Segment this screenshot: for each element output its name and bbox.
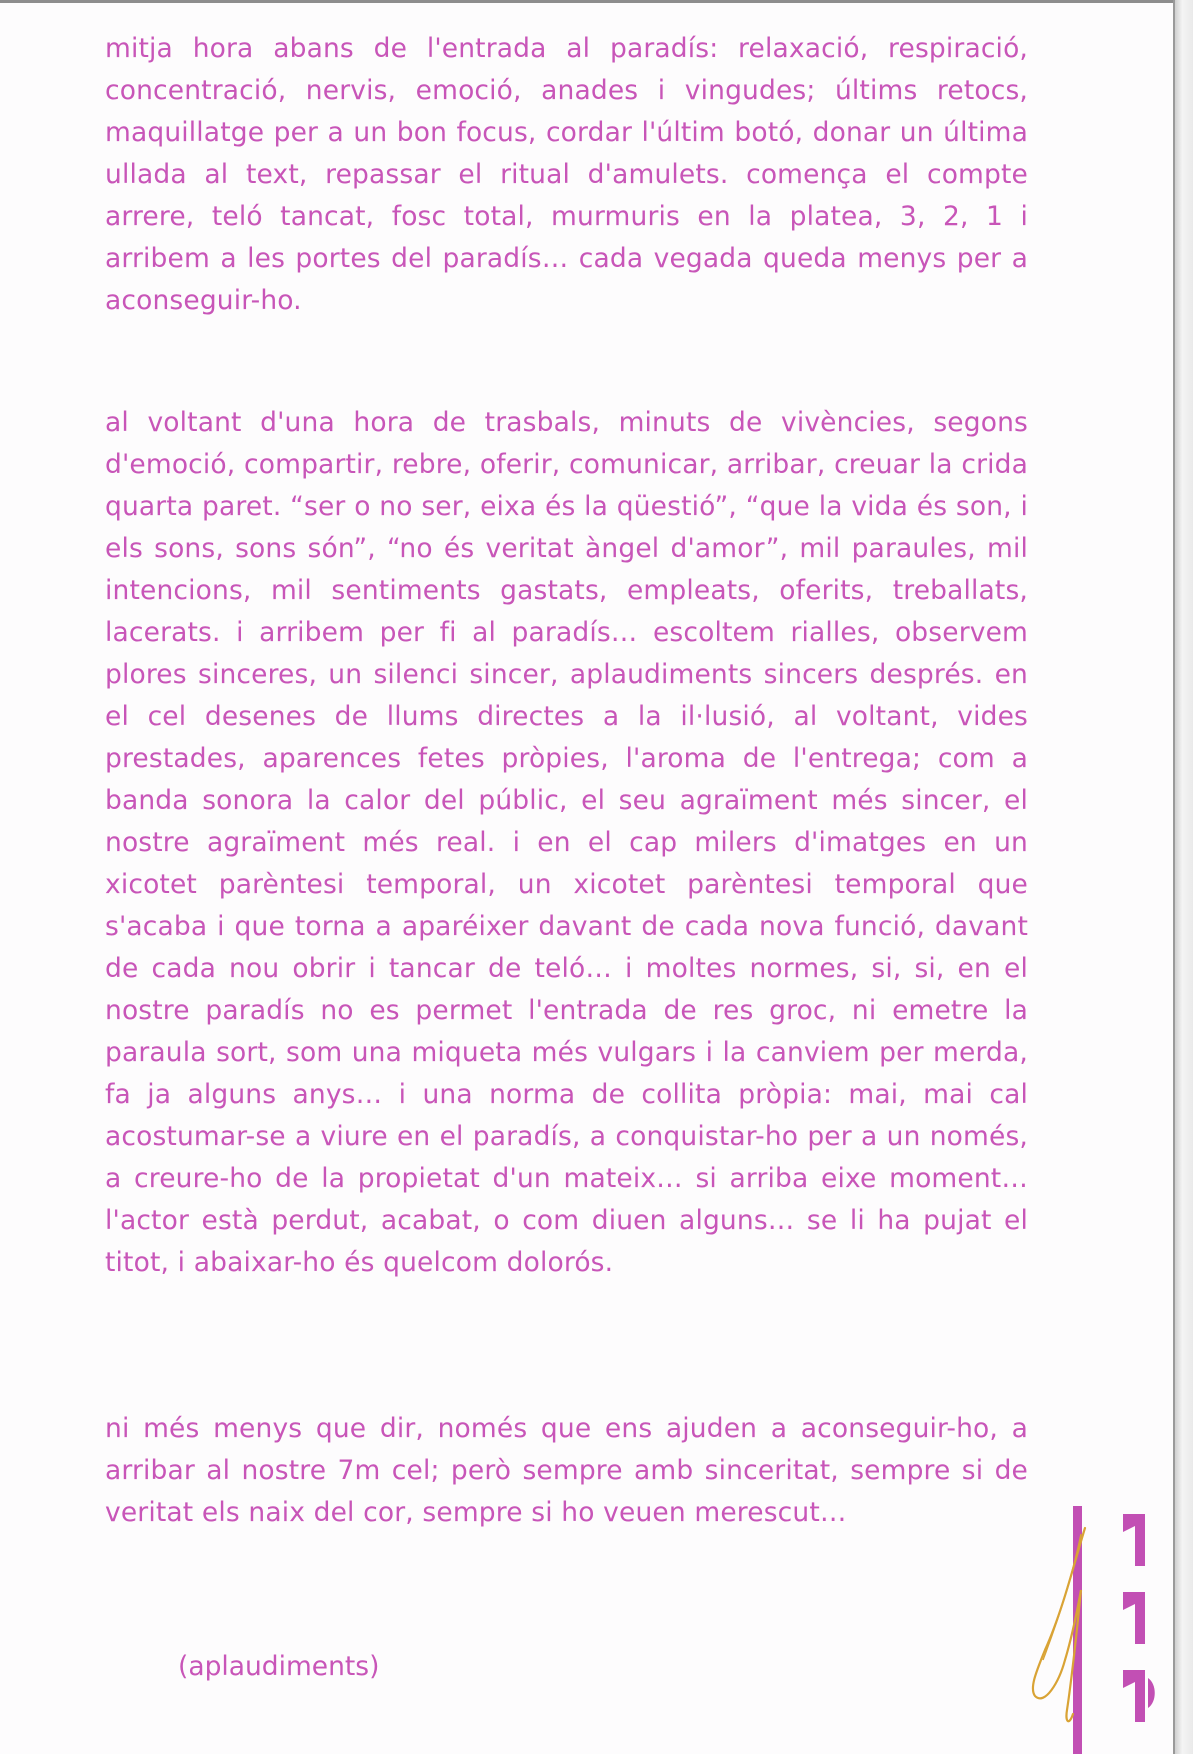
paragraph-1: mitja hora abans de l'entrada al paradís: relaxació, respiració, concentració, nervis, emoció, anades i vingudes; últims retocs, maquillatge per a un bon focus, cordar l'últim botó, donar un última ullada al text, repassar el ritual d'amulets. comença el compte arrere, teló tancat, fosc total, murmuris en la platea, 3, 2, 1 i arribem a les portes del paradís… cada vegada queda menys per a aconseguir-ho.: [105, 33, 1028, 316]
digit-one-bottom: [1123, 1670, 1145, 1722]
page-top-edge: [0, 0, 1193, 3]
paragraph-2: al voltant d'una hora de trasbals, minuts de vivències, segons d'emoció, compartir, rebre, oferir, comunicar, arribar, creuar la crida quarta paret. “ser o no ser, eixa és la qüestió”, “que la vida és son, i els sons, sons són”, “no és veritat àngel d'amor”, mil paraules, mil intencions, mil sentiments gastats, empleats, oferits, treballats, lacerats. i arribem per fi al paradís… escoltem rialles, observem plores sinceres, un silenci sincer, aplaudiments sincers després. en el cel desenes de llums directes a la il·lusió, al voltant, vides prestades, aparences fetes pròpies, l'aroma de l'entrega; com a banda sonora la calor del públic, el seu agraïment més sincer, el nostre agraïment més real. i en el cap milers d'imatges en un xicotet parèntesi temporal, un xicotet parèntesi temporal que s'acaba i que torna a aparéixer davant de cada nova funció, davant de cada nou obrir i tancar de teló… i moltes normes, si, si, en el nostre paradís no es permet l'entrada de res groc, ni emetre la paraula sort, som una miqueta més vulgars i la canviem per merda, fa ja alguns anys… i una norma de collita pròpia: mai, mai cal acostumar-se a viure en el paradís, a conquistar-ho per a un només, a creure-ho de la propietat d'un mateix… si arriba eixe moment… l'actor està perdut, acabat, o com diuen alguns… se li ha pujat el titot, i abaixar-ho és quelcom dolorós.: [105, 407, 1028, 1278]
paragraph-3: ni més menys que dir, només que ens ajuden a aconseguir-ho, a arribar al nostre 7m cel; però sempre amb sinceritat, sempre si de veritat els naix del cor, sempre si ho veuen merescut…: [105, 1413, 1028, 1528]
page-number-digits: [1123, 1514, 1155, 1722]
digit-tail: [1148, 1678, 1155, 1708]
page-right-edge: [1175, 0, 1193, 1754]
closing-line: (aplaudiments): [178, 1651, 380, 1682]
digit-one-middle: [1123, 1592, 1145, 1644]
page-number: [1015, 1500, 1165, 1754]
page-number-graphic: [1015, 1500, 1165, 1754]
digit-one-top: [1123, 1514, 1145, 1566]
